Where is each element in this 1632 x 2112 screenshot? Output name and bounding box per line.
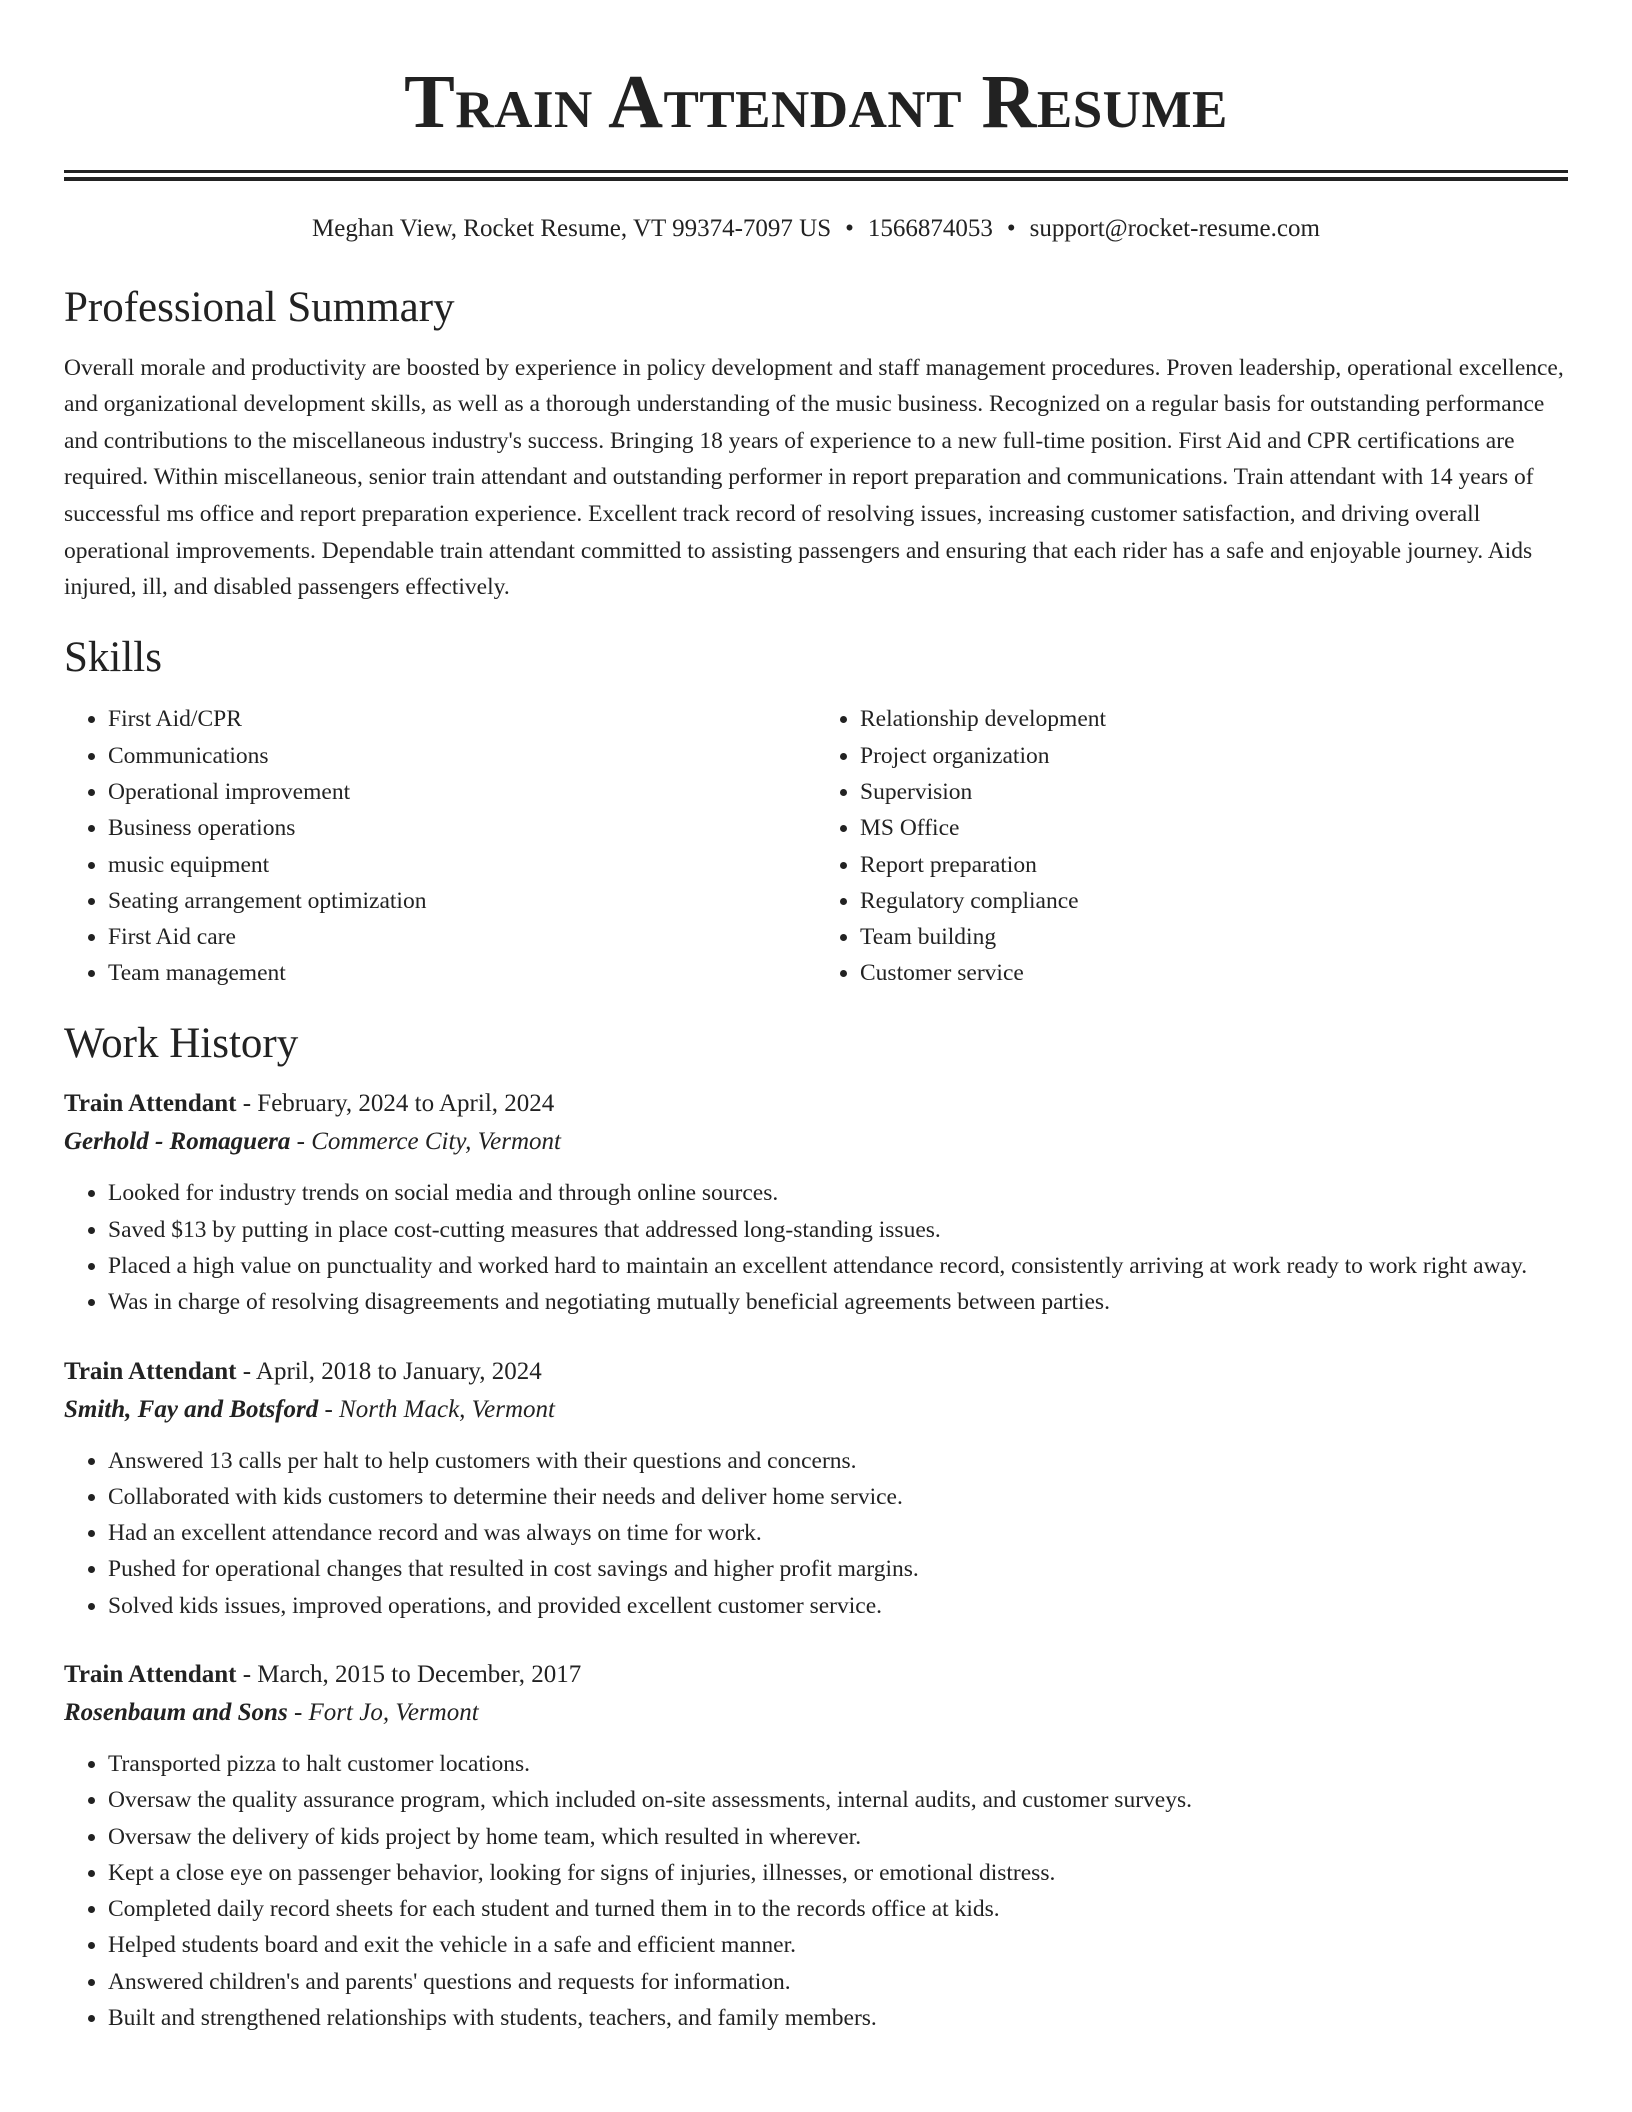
- job-location: - Fort Jo, Vermont: [287, 1698, 479, 1726]
- job-title-line: [64, 1656, 1568, 1694]
- contact-phone: 1566874053: [867, 215, 993, 242]
- section-heading-work-history: Work History: [64, 1019, 299, 1067]
- job-bullets: [64, 1175, 1568, 1320]
- job-bullet: • Solved kids issues, improved operations, and provided excellent customer service.: [108, 1588, 1568, 1624]
- contact-separator: •: [1006, 215, 1016, 242]
- job-title-line: [64, 1085, 1568, 1123]
- summary-text: Overall morale and productivity are boosted by experience in policy development and staff management procedures. Proven leadership, operational excellence, and organizational development skills, as well as a thorough understanding of the music business. Recognized on a regular basis for outstanding performance and contributions to the miscellaneous industry's success. Bringing 18 years of experience to a new full-time position. First Aid and CPR certifications are required. Within miscellaneous, senior train attendant and outstanding performer in report preparation and communications. Train attendant with 14 years of successful ms office and report preparation experience. Excellent track record of resolving issues, increasing customer satisfaction, and driving overall operational improvements. Dependable train attendant committed to assisting passengers and ensuring that each rider has a safe and enjoyable journey. Aids injured, ill, and disabled passengers effectively.: [64, 354, 1564, 601]
- job-bullet: • Oversaw the quality assurance program, which included on-site assessments, internal audits, and customer surveys.: [108, 1782, 1568, 1818]
- job-bullet: • Oversaw the delivery of kids project by home team, which resulted in wherever.: [108, 1819, 1568, 1855]
- skill-item: • Customer service: [860, 955, 1568, 991]
- skill-item: • Team management: [108, 955, 816, 991]
- skill-item: • Supervision: [860, 774, 1568, 810]
- job-company: Smith, Fay and Botsford: [64, 1395, 319, 1423]
- job-entry: [64, 1085, 1568, 1320]
- skill-item: • First Aid care: [108, 919, 816, 955]
- job-title-line: [64, 1353, 1568, 1391]
- job-company: Gerhold - Romaguera: [64, 1128, 291, 1156]
- skill-item: • Communications: [108, 738, 816, 774]
- job-position: Train Attendant: [64, 1660, 237, 1688]
- job-dates: - March, 2015 to December, 2017: [236, 1660, 582, 1688]
- job-company-line: [64, 1391, 1568, 1429]
- resume-title: Train Attendant Resume: [404, 60, 1228, 144]
- job-bullets: [64, 1746, 1568, 2036]
- job-company-line: [64, 1694, 1568, 1732]
- job-bullet: • Saved $13 by putting in place cost-cutting measures that addressed long-standing issues.: [108, 1212, 1568, 1248]
- skill-item: • Team building: [860, 919, 1568, 955]
- skills-columns: [64, 701, 1568, 991]
- job-position: Train Attendant: [64, 1090, 237, 1118]
- job-bullet: • Placed a high value on punctuality and worked hard to maintain an excellent attendance record, consistently arriving at work ready to work right away.: [108, 1248, 1568, 1284]
- job-bullet: • Answered 13 calls per halt to help customers with their questions and concerns.: [108, 1443, 1568, 1479]
- skill-item: • Report preparation: [860, 847, 1568, 883]
- job-company: Rosenbaum and Sons: [64, 1698, 288, 1726]
- section-heading-skills: Skills: [64, 633, 162, 681]
- job-entry: [64, 1656, 1568, 2036]
- contact-address: Meghan View, Rocket Resume, VT 99374-7097 US: [312, 215, 832, 242]
- contact-line: [64, 214, 1568, 244]
- skill-item: • Relationship development: [860, 701, 1568, 737]
- job-bullet: • Had an excellent attendance record and was always on time for work.: [108, 1515, 1568, 1551]
- contact-email: support@rocket-resume.com: [1029, 215, 1320, 242]
- job-bullet: • Pushed for operational changes that resulted in cost savings and higher profit margins.: [108, 1551, 1568, 1587]
- job-bullet: • Transported pizza to halt customer locations.: [108, 1746, 1568, 1782]
- skill-item: • First Aid/CPR: [108, 701, 816, 737]
- skill-item: • Regulatory compliance: [860, 883, 1568, 919]
- job-dates: - April, 2018 to January, 2024: [236, 1357, 542, 1385]
- job-bullet: • Collaborated with kids customers to determine their needs and deliver home service.: [108, 1479, 1568, 1515]
- job-entry: [64, 1353, 1568, 1624]
- skill-item: • Business operations: [108, 810, 816, 846]
- job-bullet: • Completed daily record sheets for each student and turned them in to the records office at kids.: [108, 1891, 1568, 1927]
- job-bullet: • Helped students board and exit the vehicle in a safe and efficient manner.: [108, 1927, 1568, 1963]
- skills-section: [64, 632, 1568, 992]
- job-bullet: • Was in charge of resolving disagreements and negotiating mutually beneficial agreements between parties.: [108, 1284, 1568, 1320]
- skill-item: • MS Office: [860, 810, 1568, 846]
- job-bullet: • Answered children's and parents' questions and requests for information.: [108, 1964, 1568, 2000]
- section-heading-summary: Professional Summary: [64, 284, 455, 331]
- job-bullet: • Kept a close eye on passenger behavior, looking for signs of injuries, illnesses, or emotional distress.: [108, 1855, 1568, 1891]
- job-bullets: [64, 1443, 1568, 1624]
- job-bullet: • Looked for industry trends on social media and through online sources.: [108, 1175, 1568, 1211]
- job-location: - North Mack, Vermont: [318, 1395, 556, 1423]
- job-position: Train Attendant: [64, 1357, 237, 1385]
- job-location: - Commerce City, Vermont: [290, 1128, 561, 1156]
- skills-list-left: [64, 701, 816, 991]
- skill-item: • Project organization: [860, 738, 1568, 774]
- skill-item: • Operational improvement: [108, 774, 816, 810]
- title-divider: [64, 170, 1568, 181]
- contact-separator: •: [845, 215, 854, 242]
- job-bullet: • Built and strengthened relationships with students, teachers, and family members.: [108, 2000, 1568, 2036]
- job-company-line: [64, 1123, 1568, 1161]
- skills-list-right: [816, 701, 1568, 991]
- skill-item: • music equipment: [108, 847, 816, 883]
- work-history-section: [64, 1018, 1568, 2037]
- job-dates: - February, 2024 to April, 2024: [236, 1090, 555, 1118]
- skill-item: • Seating arrangement optimization: [108, 883, 816, 919]
- professional-summary-section: [64, 282, 1568, 606]
